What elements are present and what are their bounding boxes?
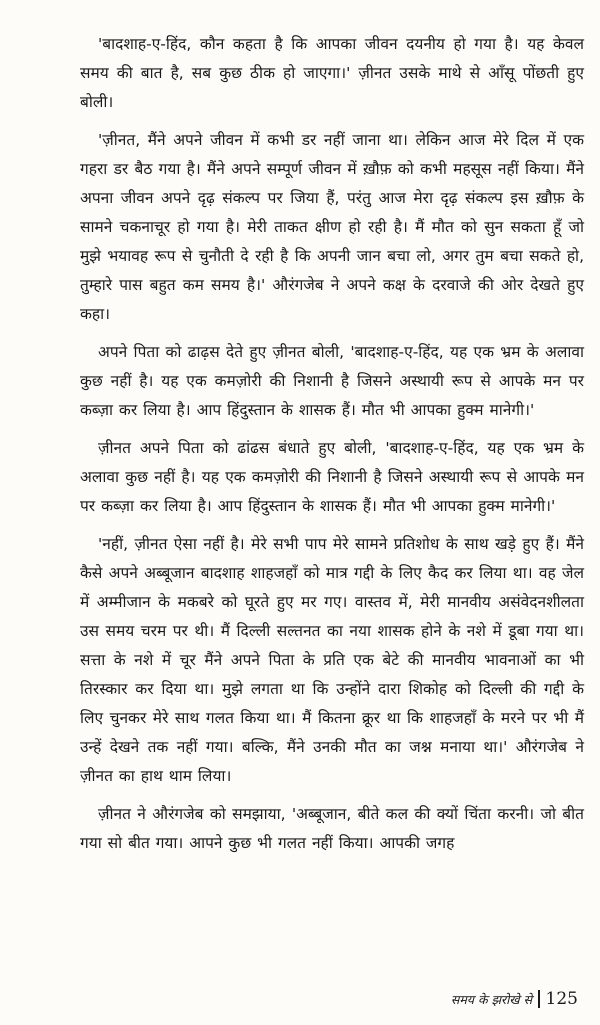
paragraph: 'नहीं, ज़ीनत ऐसा नहीं है। मेरे सभी पाप मेरे सामने प्रतिशोध के साथ खड़े हुए हैं। मैंने कैसे अपने अब्बूजान बादशाह शाहजहाँ को मात्र गद्दी के लिए कैद कर लिया था। वह जेल में अम्मीजान के मकबरे को घूरते हुए मर गए। वास्तव में, मेरी मानवीय असंवेदनशीलता उस समय चरम पर थी। मैं दिल्ली सल्तनत का नया शासक होने के नशे में डूबा गया था। सत्ता के नशे में चूर मैंने अपने पिता के प्रति एक बेटे की मानवीय भावनाओं का भी तिरस्कार कर दिया था। मुझे लगता था कि उन्होंने दारा शिकोह को दिल्ली की गद्दी के लिए चुनकर मेरे साथ गलत किया था। मैं कितना क्रूर था कि शाहजहाँ के मरने पर भी मैं उन्हें देखने तक नहीं गया। बल्कि, मैंने उनकी मौत का जश्न मनाया था।' औरंगजेब ने ज़ीनत का हाथ थाम लिया।	[80, 535, 584, 785]
paragraph: अपने पिता को ढाढ़स देते हुए ज़ीनत बोली, 'बादशाह-ए-हिंद, यह एक भ्रम के अलावा कुछ नहीं है। यह एक कमज़ोरी की निशानी है जिसने अस्थायी रूप से आपके मन पर कब्ज़ा कर लिया है। आप हिंदुस्तान के शासक हैं। मौत भी आपका हुक्म मानेगी।'	[80, 343, 584, 419]
paragraph: 'बादशाह-ए-हिंद, कौन कहता है कि आपका जीवन दयनीय हो गया है। यह केवल समय की बात है, सब कुछ ठीक हो जाएगा।' ज़ीनत उसके माथे से आँसू पोंछती हुए बोली।	[80, 35, 584, 111]
page-footer	[451, 989, 578, 1009]
paragraph: ज़ीनत अपने पिता को ढांढस बंधाते हुए बोली, 'बादशाह-ए-हिंद, यह एक भ्रम के अलावा कुछ नहीं है। यह एक कमज़ोरी की निशानी है जिसने अस्थायी रूप से आपके मन पर कब्ज़ा कर लिया है। आप हिंदुस्तान के शासक हैं। मौत भी आपका हुक्म मानेगी।'	[80, 439, 584, 515]
paragraph: ज़ीनत ने औरंगजेब को समझाया, 'अब्बूजान, बीते कल की क्यों चिंता करनी। जो बीत गया सो बीत गया। आपने कुछ भी गलत नहीं किया। आपकी जगह	[80, 805, 584, 852]
running-title: समय के झरोखे से	[450, 991, 533, 1007]
footer-divider	[538, 990, 540, 1008]
page-number: 125	[545, 989, 578, 1009]
page-body	[80, 30, 584, 867]
paragraph: 'ज़ीनत, मैंने अपने जीवन में कभी डर नहीं जाना था। लेकिन आज मेरे दिल में एक गहरा डर बैठ गया है। मैंने अपने सम्पूर्ण जीवन में ख़ौफ़ को कभी महसूस नहीं किया। मैंने अपना जीवन अपने दृढ़ संकल्प पर जिया हैं, परंतु आज मेरा दृढ़ संकल्प इस ख़ौफ़ के सामने चकनाचूर हो गया है। मेरी ताकत क्षीण हो रही है। मैं मौत को सुन सकता हूँ जो मुझे भयावह रूप से चुनौती दे रही है कि अपनी जान बचा लो, अगर तुम बचा सकते हो, तुम्हारे पास बहुत कम समय है।' औरंगजेब ने अपने कक्ष के दरवाजे की ओर देखते हुए कहा।	[80, 131, 584, 323]
